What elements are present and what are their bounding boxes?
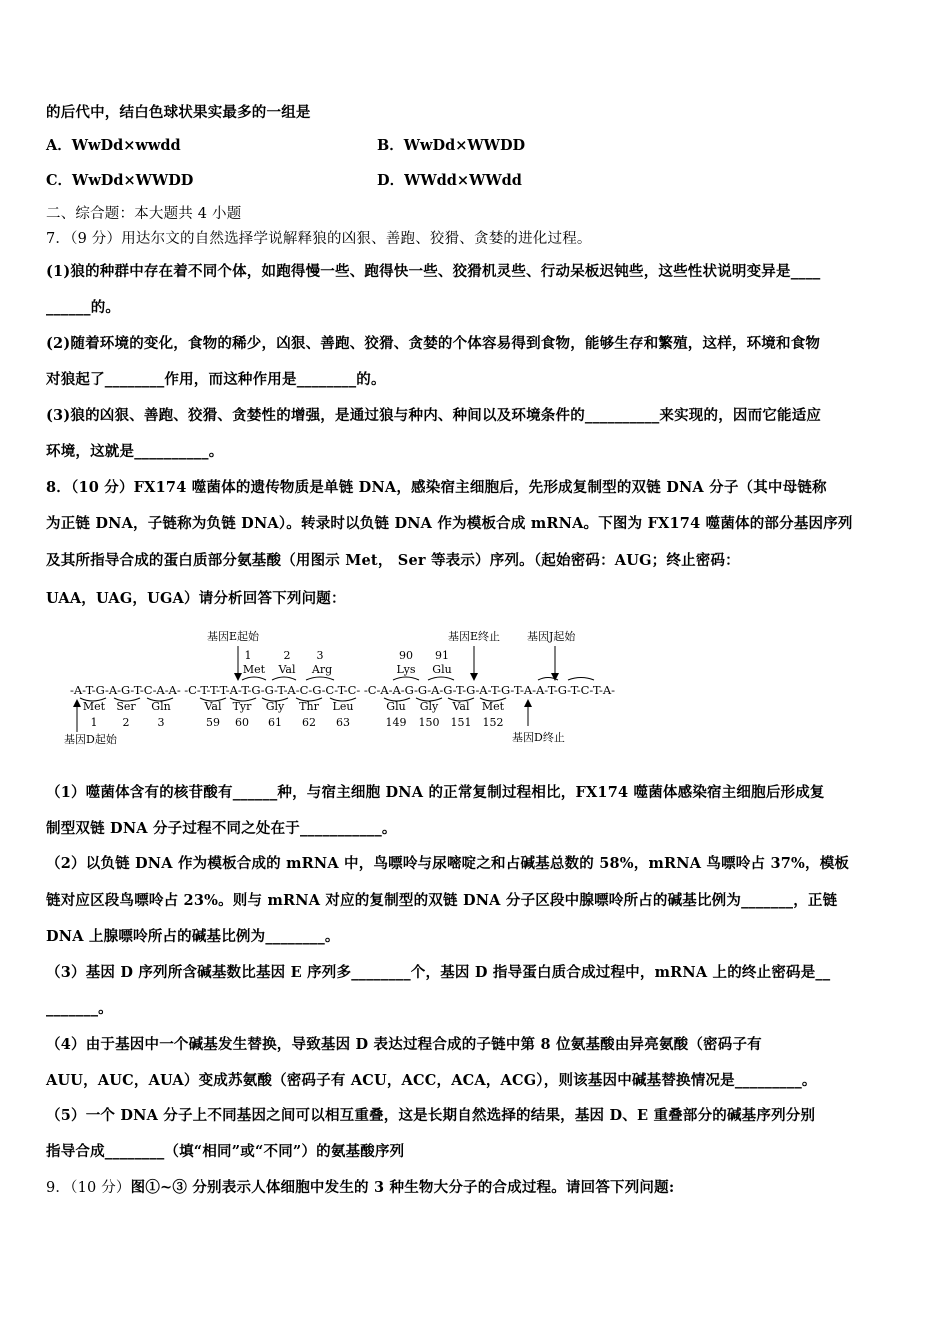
dna-sequence: -A-T-G-A-G-T-C-A-A- -C-T-T-T-A-T-G-G-T-A-C-G-C-T-C- -C-A-A-G-G-A-G-T-G-A-T-G-T-A-A-T-G-T-C-T-A- (70, 683, 615, 697)
top-aa-lys: Lys (396, 663, 416, 676)
bottom-aa-met-2: Met (481, 700, 505, 713)
gene-d-end-label: 基因D终止 (512, 731, 565, 744)
top-num-1: 1 (244, 649, 252, 662)
bottom-num-150: 150 (418, 716, 440, 729)
q8-sub1-line-2: 制型双链 DNA 分子过程不同之处在于___________。 (46, 820, 397, 837)
q7-line-2: ______的。 (46, 299, 121, 316)
q8-sub4-line-2: AUU，AUC，AUA）变成苏氨酸（密码子有 ACU，ACC，ACA，ACG），则该基因中碱基替换情况是_________。 (46, 1072, 817, 1089)
q7-line-6: 环境，这就是__________。 (46, 443, 224, 460)
q8-sub2-line-2: 链对应区段鸟嘌呤占 23%。则与 mRNA 对应的复制型的双链 DNA 分子区段中腺嘌呤所占的碱基比例为_______，正链 (46, 892, 838, 909)
q8-line-4: UAA，UAG，UGA）请分析回答下列问题： (46, 590, 346, 607)
gene-d-end-arrowhead (524, 699, 532, 707)
top-aa-glu: Glu (432, 663, 452, 676)
bottom-aa-gln: Gln (151, 700, 171, 713)
q7-line-1: (1)狼的种群中存在着不同个体，如跑得慢一些、跑得快一些、狡猾机灵些、行动呆板迟钝些，这些性状说明变异是____ (46, 263, 821, 280)
bottom-num-61: 61 (268, 716, 282, 729)
q8-line-2: 为正链 DNA，子链称为负链 DNA）。转录时以负链 DNA 作为模板合成 mRNA。下图为 FX174 噬菌体的部分基因序列 (46, 515, 853, 532)
bottom-num-63: 63 (336, 716, 350, 729)
section-2-heading: 二、综合题：本大题共 4 小题 (46, 206, 242, 222)
codon-bracket-top-1 (242, 677, 266, 680)
q8-sub5-line-1: （5）一个 DNA 分子上不同基因之间可以相互重叠，这是长期自然选择的结果，基因 D、E 重叠部分的碱基序列分别 (46, 1107, 816, 1124)
gene-e-start-label: 基因E起始 (207, 630, 260, 643)
top-aa-met: Met (242, 663, 266, 676)
codon-bracket-top-j2 (568, 678, 594, 681)
codon-bracket-top-91 (428, 677, 454, 680)
bottom-aa-leu: Leu (332, 700, 354, 713)
q7-line-4: 对狼起了________作用，而这种作用是________的。 (46, 371, 386, 388)
bottom-aa-gly-2: Gly (419, 700, 439, 713)
bottom-num-2: 2 (122, 716, 130, 729)
gene-d-start-arrowhead (73, 699, 81, 707)
codon-bracket-top-3 (306, 677, 334, 680)
bottom-num-151: 151 (450, 716, 472, 729)
bottom-aa-ser: Ser (116, 700, 136, 713)
q8-sub4-line-1: （4）由于基因中一个碱基发生替换，导致基因 D 表达过程合成的子链中第 8 位氨基酸由异亮氨酸（密码子有 (46, 1036, 762, 1053)
bottom-aa-met: Met (82, 700, 106, 713)
bottom-num-3: 3 (157, 716, 165, 729)
q6-option-b: B．WwDd×WWDD (377, 137, 526, 154)
q6-option-d: D．WWdd×WWdd (377, 172, 522, 189)
q6-option-a: A．WwDd×wwdd (46, 137, 181, 154)
gene-j-start-label: 基因J起始 (527, 630, 576, 643)
top-num-2: 2 (283, 649, 291, 662)
bottom-num-149: 149 (385, 716, 407, 729)
bottom-aa-tyr: Tyr (232, 700, 252, 713)
bottom-aa-glu: Glu (386, 700, 406, 713)
q9-line (46, 1178, 908, 1198)
q9-text: 图①~③ 分别表示人体细胞中发生的 3 种生物大分子的合成过程。请回答下列问题: (130, 1179, 675, 1196)
bottom-aa-val-2: Val (452, 700, 470, 713)
q8-sub2-line-3: DNA 上腺嘌呤所占的碱基比例为________。 (46, 928, 340, 945)
top-num-3: 3 (316, 649, 324, 662)
gene-sequence-figure (60, 622, 630, 752)
bottom-aa-val: Val (204, 700, 222, 713)
bottom-num-152: 152 (482, 716, 504, 729)
q6-option-c: C．WwDd×WWDD (46, 172, 194, 189)
top-num-90: 90 (399, 649, 413, 662)
bottom-aa-thr: Thr (299, 700, 319, 713)
gene-d-start-label: 基因D起始 (64, 733, 117, 746)
bottom-num-62: 62 (302, 716, 316, 729)
q8-sub3-line-2: _______。 (46, 1000, 113, 1017)
codon-bracket-top-2 (272, 677, 296, 680)
bottom-aa-gly: Gly (265, 700, 285, 713)
bottom-num-59: 59 (206, 716, 220, 729)
q8-sub5-line-2: 指导合成________（填“相同”或“不同”）的氨基酸序列 (46, 1143, 405, 1160)
top-num-91: 91 (435, 649, 449, 662)
gene-e-end-label: 基因E终止 (448, 630, 501, 643)
q8-sub3-line-1: （3）基因 D 序列所含碱基数比基因 E 序列多________个，基因 D 指导蛋白质合成过程中，mRNA 上的终止密码是__ (46, 964, 831, 981)
bottom-num-60: 60 (235, 716, 249, 729)
q7-line-3: (2)随着环境的变化，食物的稀少，凶狠、善跑、狡猾、贪婪的个体容易得到食物，能够生存和繁殖，这样，环境和食物 (46, 335, 821, 352)
top-aa-val: Val (278, 663, 296, 676)
q8-line-3: 及其所指导合成的蛋白质部分氨基酸（用图示 Met， Ser 等表示）序列。（起始密码：AUG；终止密码： (46, 552, 740, 569)
top-aa-arg: Arg (311, 663, 333, 676)
q8-sub1-line-1: （1）噬菌体含有的核苷酸有______种，与宿主细胞 DNA 的正常复制过程相比，FX174 噬菌体感染宿主细胞后形成复 (46, 784, 825, 801)
q7-head: 7．（9 分）用达尔文的自然选择学说解释狼的凶狠、善跑、狡猾、贪婪的进化过程。 (46, 231, 592, 247)
q8-line-1: 8．（10 分）FX174 噬菌体的遗传物质是单链 DNA，感染宿主细胞后，先形成复制型的双链 DNA 分子（其中母链称 (46, 479, 827, 496)
bottom-num-1: 1 (90, 716, 98, 729)
q9-number: 9．（10 分） (46, 1180, 131, 1196)
gene-e-start-arrowhead (234, 673, 242, 681)
q7-line-5: (3)狼的凶狠、善跑、狡猾、贪婪性的增强，是通过狼与种内、种间以及环境条件的__________来实现的，因而它能适应 (46, 407, 822, 424)
codon-bracket-top-90 (393, 677, 419, 680)
q6-tail: 的后代中，结白色球状果实最多的一组是 (46, 104, 311, 121)
gene-e-end-arrowhead (470, 673, 478, 681)
q8-sub2-line-1: （2）以负链 DNA 作为模板合成的 mRNA 中，鸟嘌呤与尿嘧啶之和占碱基总数的 58%，mRNA 鸟嘌呤占 37%，模板 (46, 855, 850, 872)
